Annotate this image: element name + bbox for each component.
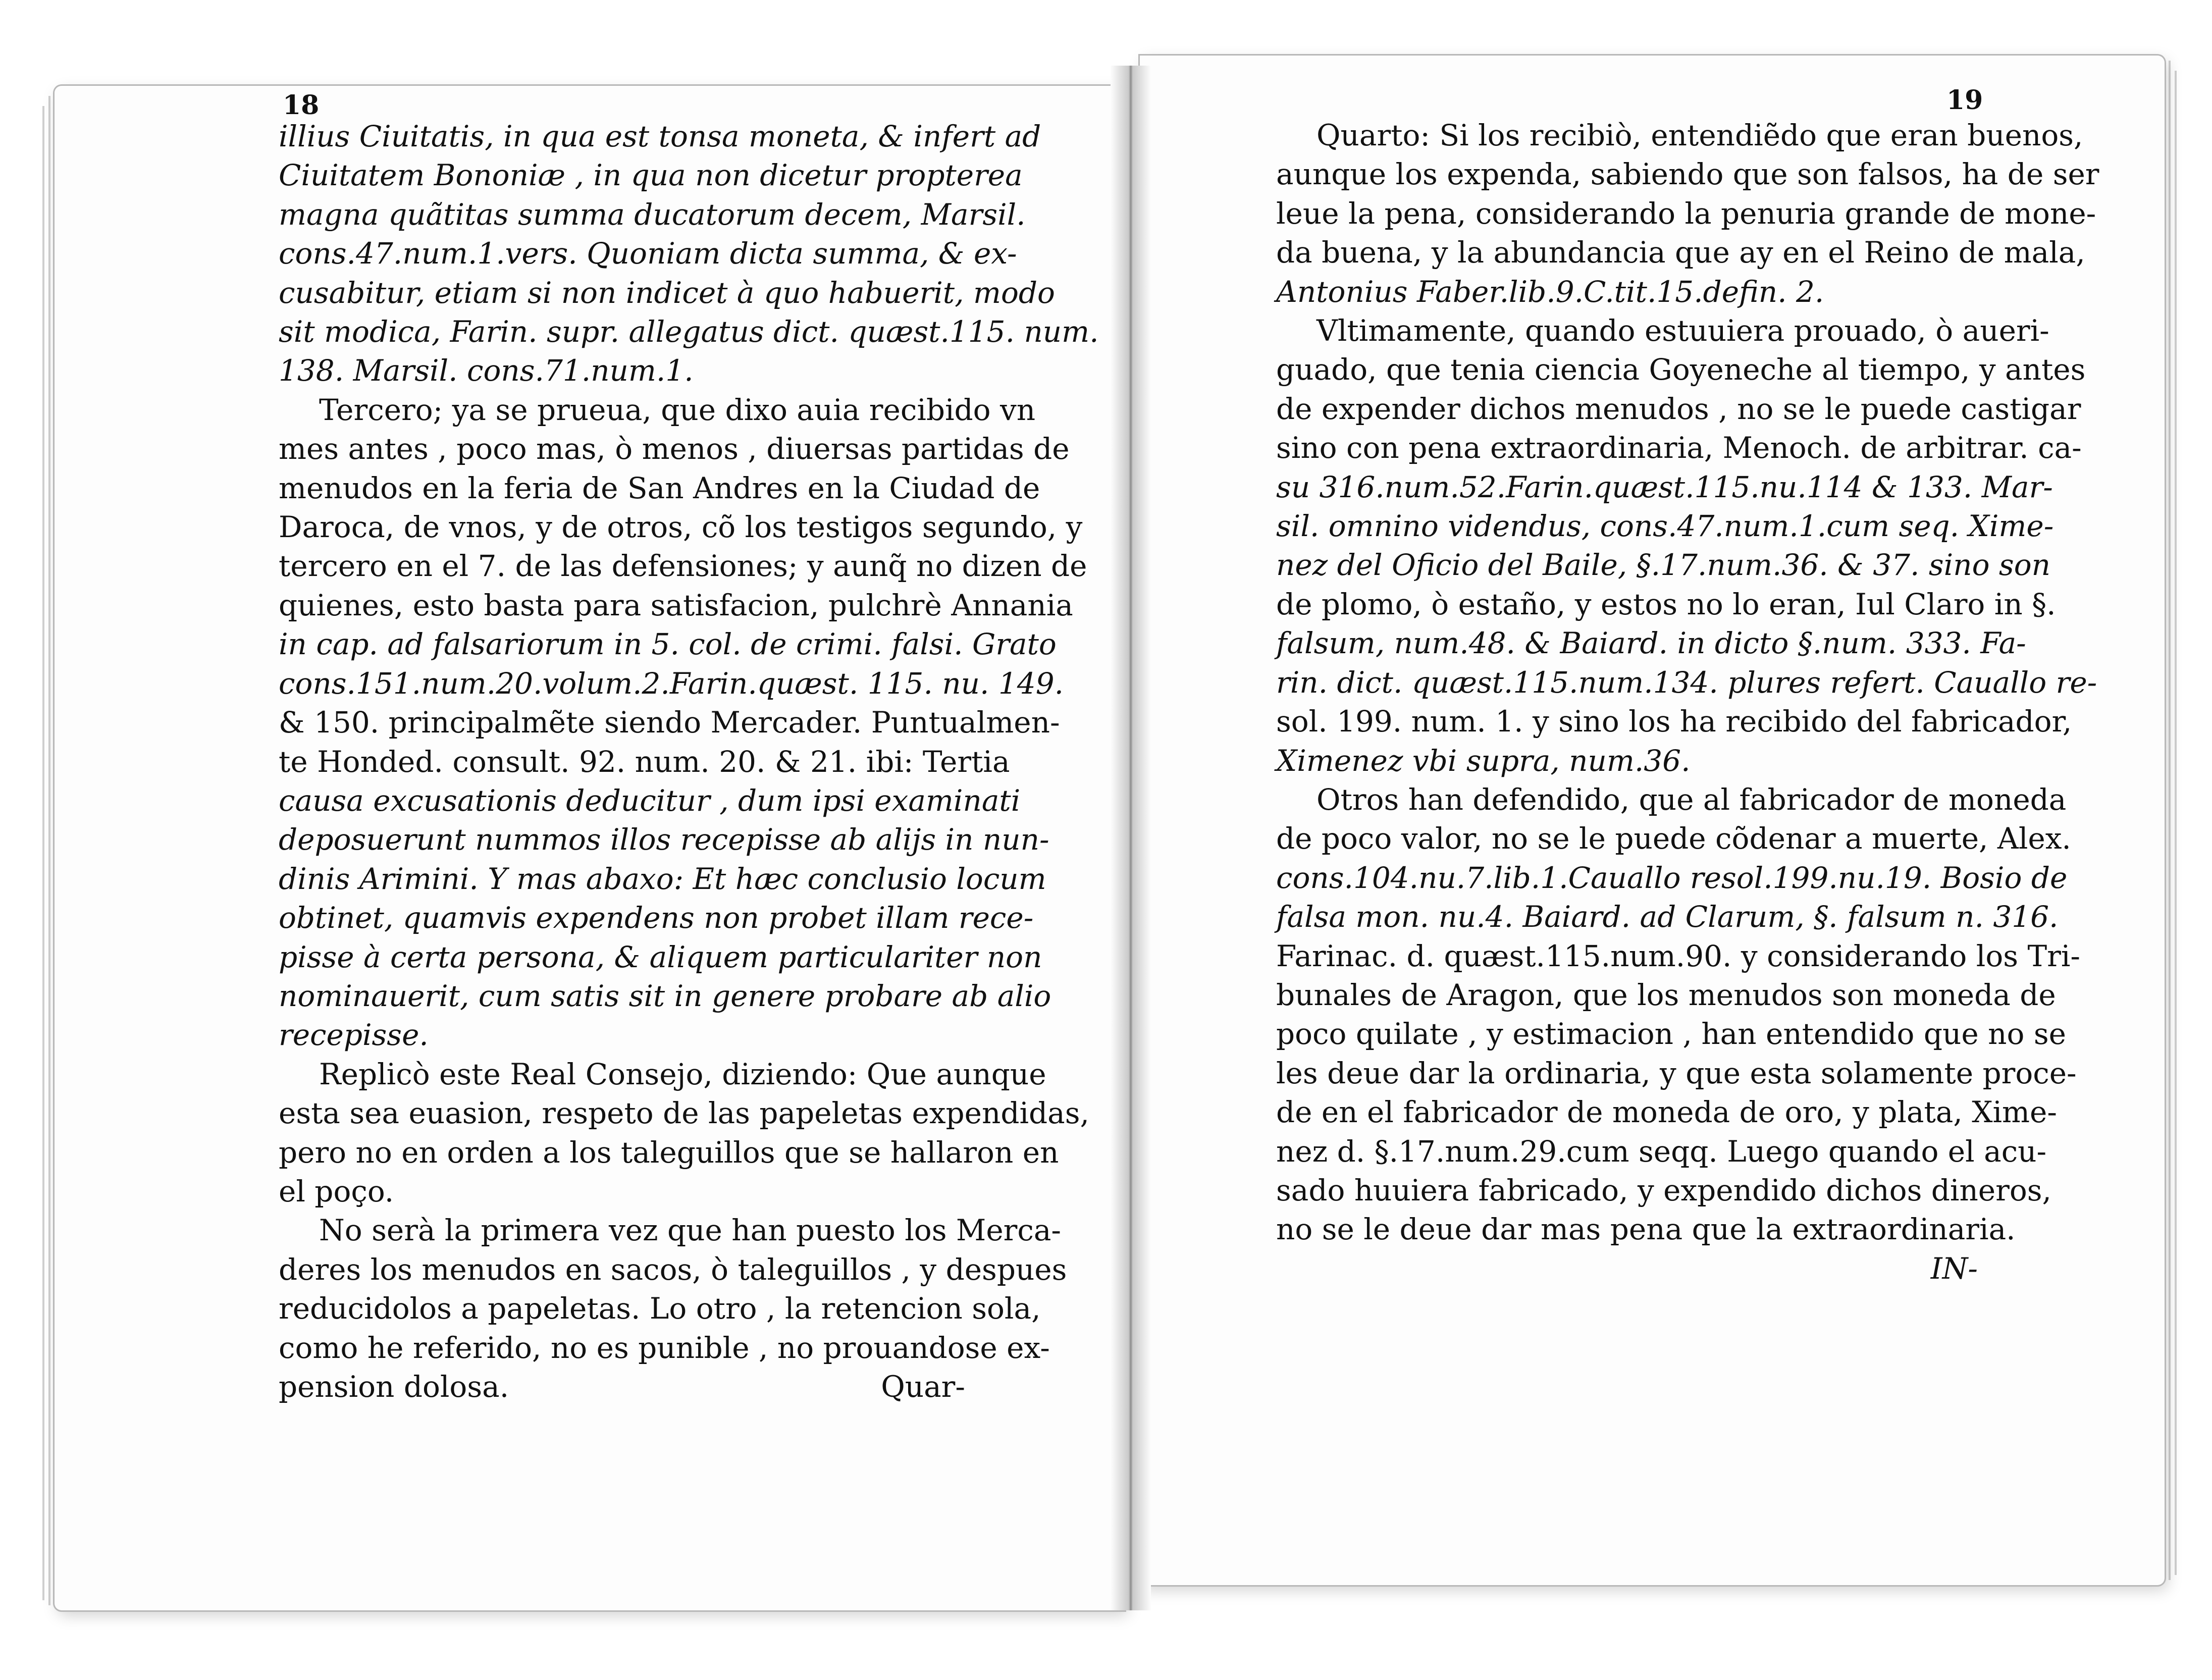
- text-line: 138. Marsil. cons.71.num.1.: [279, 353, 694, 388]
- text-line: Daroca, de vnos, y de otros, cõ los testigos segundo, y: [279, 510, 1083, 545]
- text-line: deposuerunt nummos illos recepisse ab alijs in nun-: [279, 822, 1049, 857]
- text-line: obtinet, quamvis expendens non probet illam rece-: [279, 901, 1034, 935]
- text-line: no se le deue dar mas pena que la extraordinaria.: [1276, 1212, 2016, 1247]
- text-line: magna quãtitas summa ducatorum decem, Marsil.: [279, 197, 1026, 232]
- catchword: Quar-: [881, 1370, 965, 1404]
- text-line: da buena, y la abundancia que ay en el Reino de mala,: [1276, 235, 2085, 270]
- text-line: menudos en la feria de San Andres en la Ciudad de: [279, 470, 1040, 505]
- text-line: in cap. ad falsariorum in 5. col. de crimi. falsi. Grato: [279, 627, 1057, 662]
- text-line: Quarto: Si los recibiò, entendiẽdo que eran buenos,: [1316, 118, 2083, 152]
- text-line: recepisse.: [279, 1018, 429, 1053]
- page-edge: [42, 106, 44, 1600]
- right-page-text: [1276, 116, 2099, 1288]
- page-edge: [2169, 61, 2171, 1580]
- text-line: falsa mon. nu.4. Baiard. ad Clarum, §. falsum n. 316.: [1276, 900, 2059, 934]
- text-line: Tercero; ya se prueua, que dixo auia recibido vn: [319, 392, 1036, 427]
- text-line: falsum, num.48. & Baiard. in dicto §.num. 333. Fa-: [1276, 626, 2026, 661]
- text-line: esta sea euasion, respeto de las papeletas expendidas,: [279, 1096, 1089, 1131]
- text-line: illius Ciuitatis, in qua est tonsa moneta, & infert ad: [279, 119, 1041, 153]
- folio-number-left: 18: [283, 90, 320, 121]
- text-line: rin. dict. quæst.115.num.134. plures refert. Cauallo re-: [1276, 665, 2097, 700]
- text-line: guado, que tenia ciencia Goyeneche al tiempo, y antes: [1276, 352, 2086, 387]
- text-line: sol. 199. num. 1. y sino los ha recibido del fabricador,: [1276, 704, 2072, 739]
- text-line: mes antes , poco mas, ò menos , diuersas partidas de: [279, 432, 1070, 466]
- text-line: de en el fabricador de moneda de oro, y plata, Xime-: [1276, 1095, 2057, 1130]
- text-line: cons.104.nu.7.lib.1.Cauallo resol.199.nu.19. Bosio de: [1276, 860, 2068, 895]
- text-line: Ximenez vbi supra, num.36.: [1276, 743, 1691, 778]
- text-line: les deue dar la ordinaria, y que esta solamente proce-: [1276, 1056, 2077, 1090]
- text-line: tercero en el 7. de las defensiones; y aunq̃ no dizen de: [279, 549, 1087, 584]
- page-edge: [48, 96, 50, 1605]
- text-line: reducidolos a papeletas. Lo otro , la retencion sola,: [279, 1291, 1041, 1326]
- text-line: sado huuiera fabricado, y expendido dichos dineros,: [1276, 1173, 2051, 1208]
- text-line: su 316.num.52.Farin.quæst.115.nu.114 & 133. Mar-: [1276, 469, 2053, 504]
- page-edge: [2175, 71, 2177, 1575]
- text-line: el poço.: [279, 1174, 394, 1209]
- text-line: deres los menudos en sacos, ò taleguillos , y despues: [279, 1252, 1067, 1287]
- text-line: & 150. principalmẽte siendo Mercader. Puntualmen-: [279, 705, 1060, 740]
- text-line: sino con pena extraordinaria, Menoch. de arbitrar. ca-: [1276, 431, 2082, 465]
- catchword: IN-: [1930, 1251, 1978, 1286]
- text-line: nez d. §.17.num.29.cum seqq. Luego quando el acu-: [1276, 1134, 2047, 1169]
- text-line: leue la pena, considerando la penuria grande de mone-: [1276, 196, 2096, 231]
- text-line: de expender dichos menudos , no se le puede castigar: [1276, 391, 2081, 426]
- text-line: nominauerit, cum satis sit in genere probare ab alio: [279, 978, 1051, 1013]
- text-line: Antonius Faber.lib.9.C.tit.15.defin. 2.: [1276, 274, 1824, 309]
- text-line: causa excusationis deducitur , dum ipsi examinati: [279, 783, 1021, 818]
- text-line: quienes, esto basta para satisfacion, pulchrè Annania: [279, 588, 1073, 622]
- text-line: Otros han defendido, que al fabricador de moneda: [1316, 782, 2067, 817]
- text-line: sit modica, Farin. supr. allegatus dict. quæst.115. num.: [279, 314, 1099, 349]
- text-line: cusabitur, etiam si non indicet à quo habuerit, modo: [279, 275, 1055, 310]
- text-line: como he referido, no es punible , no prouandose ex-: [279, 1330, 1050, 1365]
- text-line: Replicò este Real Consejo, diziendo: Que aunque: [319, 1057, 1046, 1091]
- text-line: No serà la primera vez que han puesto los Merca-: [319, 1213, 1062, 1248]
- left-page-text: [279, 117, 1099, 1407]
- text-line: nez del Oficio del Baile, §.17.num.36. & 37. sino son: [1276, 548, 2050, 583]
- text-line: pero no en orden a los taleguillos que se hallaron en: [279, 1135, 1059, 1170]
- text-line: cons.47.num.1.vers. Quoniam dicta summa, & ex-: [279, 236, 1017, 271]
- text-line: dinis Arimini. Y mas abaxo: Et hæc conclusio locum: [279, 861, 1046, 896]
- text-line: poco quilate , y estimacion , han entendido que no se: [1276, 1017, 2066, 1052]
- text-line: sil. omnino videndus, cons.47.num.1.cum seq. Xime-: [1276, 509, 2054, 544]
- text-line: pension dolosa.: [279, 1370, 509, 1404]
- text-line: Farinac. d. quæst.115.num.90. y considerando los Tri-: [1276, 938, 2081, 973]
- text-line: cons.151.num.20.volum.2.Farin.quæst. 115. nu. 149.: [279, 666, 1064, 701]
- text-line: Vltimamente, quando estuuiera prouado, ò aueri-: [1316, 313, 2049, 348]
- text-line: aunque los expenda, sabiendo que son falsos, ha de ser: [1276, 157, 2099, 192]
- book-gutter: [1111, 66, 1151, 1610]
- text-line: pisse à certa persona, & aliquem particulariter non: [279, 939, 1042, 974]
- text-line: bunales de Aragon, que los menudos son moneda de: [1276, 977, 2056, 1012]
- text-line: te Honded. consult. 92. num. 20. & 21. ibi: Tertia: [279, 744, 1010, 779]
- text-line: de poco valor, no se le puede cõdenar a muerte, Alex.: [1276, 821, 2071, 856]
- text-line: de plomo, ò estaño, y estos no lo eran, Iul Claro in §.: [1276, 587, 2056, 621]
- folio-number-right: 19: [1946, 85, 1983, 116]
- text-line: Ciuitatem Bononiæ , in qua non dicetur propterea: [279, 158, 1023, 193]
